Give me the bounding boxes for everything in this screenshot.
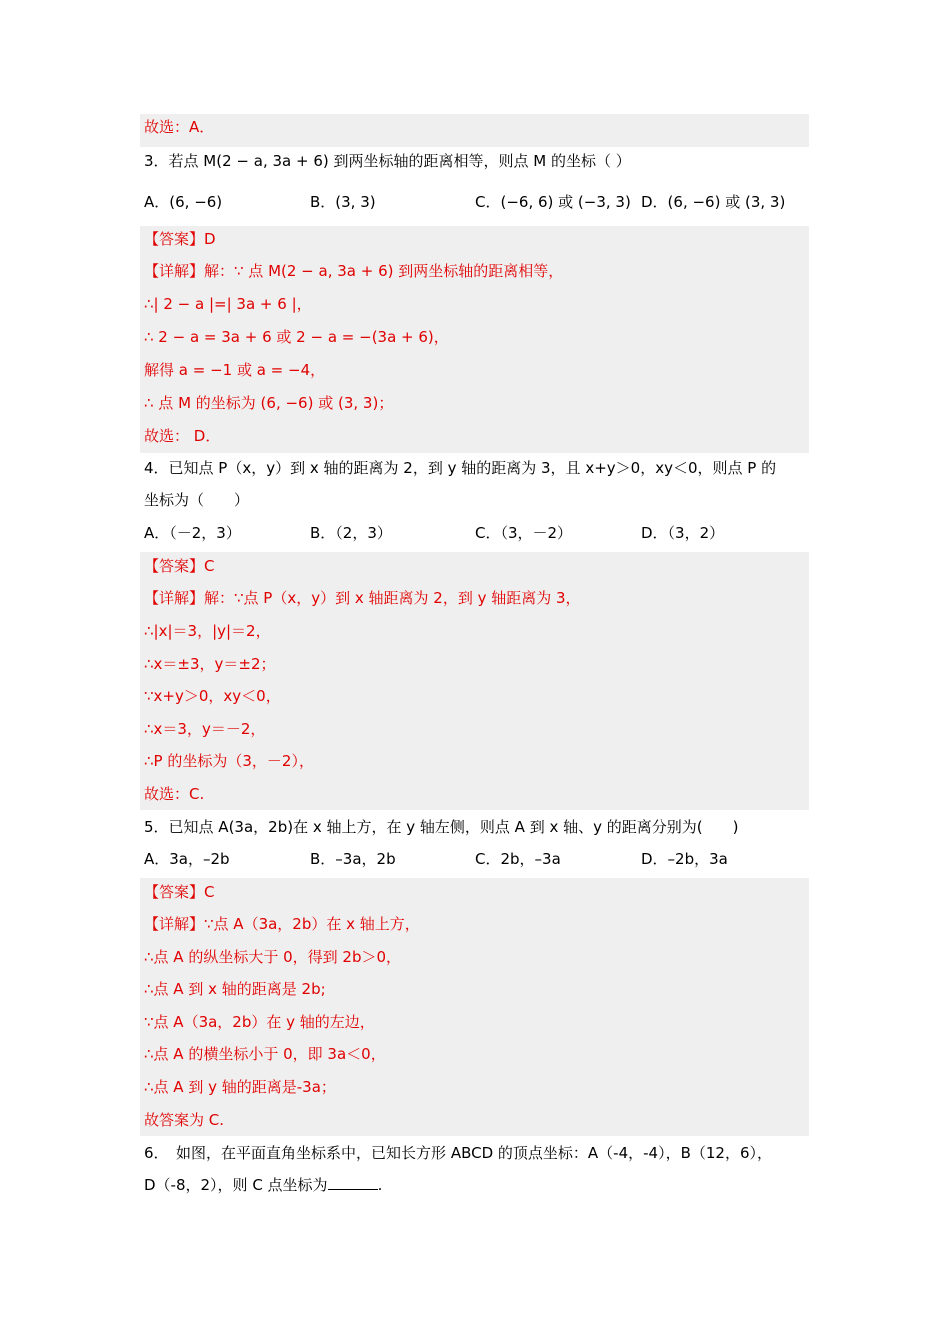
q4-explain-line: ∴x＝3，y＝－2， [144,720,266,738]
q3-explain-line: 【详解】解：∵ 点 M(2 − a, 3a + 6) 到两坐标轴的距离相等， [144,262,564,280]
q3-option-a: A．(6, −6) [144,193,223,211]
q4-explain-line: ∵x+y＞0，xy＜0， [144,687,281,705]
q5-option-d: D．–2b，3a [641,850,728,868]
q6-stem-line2 [144,1175,382,1195]
q4-option-a: A．（－2，3） [144,524,241,542]
q3-explain-line: 故选： D． [144,427,221,445]
q3-option-b: B．(3, 3) [310,193,376,211]
answer-band-q2 [140,114,809,147]
q4-stem-line2: 坐标为（ ） [144,491,250,509]
q2-conclusion: 故选：A． [144,118,215,136]
answer-blank [328,1175,378,1190]
q4-option-b: B．（2，3） [310,524,392,542]
q5-explain-line: ∵点 A（3a，2b）在 y 轴的左边， [144,1013,375,1031]
q5-stem: 5．已知点 A(3a，2b)在 x 轴上方，在 y 轴左侧，则点 A 到 x 轴、y 的距离分别为( ) [144,818,739,836]
q5-explain-line: ∴点 A 的纵坐标大于 0，得到 2b＞0， [144,948,402,966]
q4-answer: 【答案】C [144,557,215,575]
q5-explain-line: ∴点 A 到 x 轴的距离是 2b; [144,980,326,998]
q6-stem-text: D（-8，2），则 C 点坐标为 [144,1176,328,1194]
q3-explain-line: 解得 a = −1 或 a = −4， [144,361,326,379]
q3-explain-line: ∴ 点 M 的坐标为 (6, −6) 或 (3, 3)； [144,394,394,412]
q5-explain-line: ∴点 A 到 y 轴的距离是-3a； [144,1078,336,1096]
q5-option-c: C．2b，–3a [475,850,561,868]
q4-explain-line: ∴|x|＝3，|y|＝2， [144,622,271,640]
q5-explain-line: 【详解】∵点 A（3a，2b）在 x 轴上方， [144,915,420,933]
q4-explain-line: 故选：C. [144,785,205,803]
q5-explain-line: 故答案为 C. [144,1111,225,1129]
q5-explain-line: ∴点 A 的横坐标小于 0，即 3a＜0， [144,1045,386,1063]
q3-answer: 【答案】D [144,230,216,248]
q4-explain-line: ∴x＝±3，y＝±2； [144,655,276,673]
q4-stem-line1: 4．已知点 P（x，y）到 x 轴的距离为 2，到 y 轴的距离为 3，且 x+y＞0，xy＜0，则点 P 的 [144,459,777,477]
q5-option-a: A．3a，–2b [144,850,230,868]
q3-explain-line: ∴ 2 − a = 3a + 6 或 2 − a = −(3a + 6)， [144,328,449,346]
q5-answer: 【答案】C [144,883,215,901]
q6-stem-line1: 6． 如图，在平面直角坐标系中，已知长方形 ABCD 的顶点坐标：A（-4，-4），B（12，6）， [144,1144,772,1162]
q3-option-c: C．(−6, 6) 或 (−3, 3) [475,193,631,211]
q3-explain-line: ∴| 2 − a |=| 3a + 6 |， [144,295,312,313]
q3-stem: 3．若点 M(2 − a, 3a + 6) 到两坐标轴的距离相等，则点 M 的坐标（ ） [144,152,631,170]
q4-explain-line: 【详解】解：∵点 P（x，y）到 x 轴距离为 2，到 y 轴距离为 3， [144,589,581,607]
q5-option-b: B．–3a，2b [310,850,396,868]
q4-option-c: C．（3，－2） [475,524,573,542]
q6-stem-end: . [377,1176,383,1194]
q4-explain-line: ∴P 的坐标为（3，－2）， [144,752,314,770]
q3-option-d: D．(6, −6) 或 (3, 3) [641,193,786,211]
q4-option-d: D．（3，2） [641,524,725,542]
